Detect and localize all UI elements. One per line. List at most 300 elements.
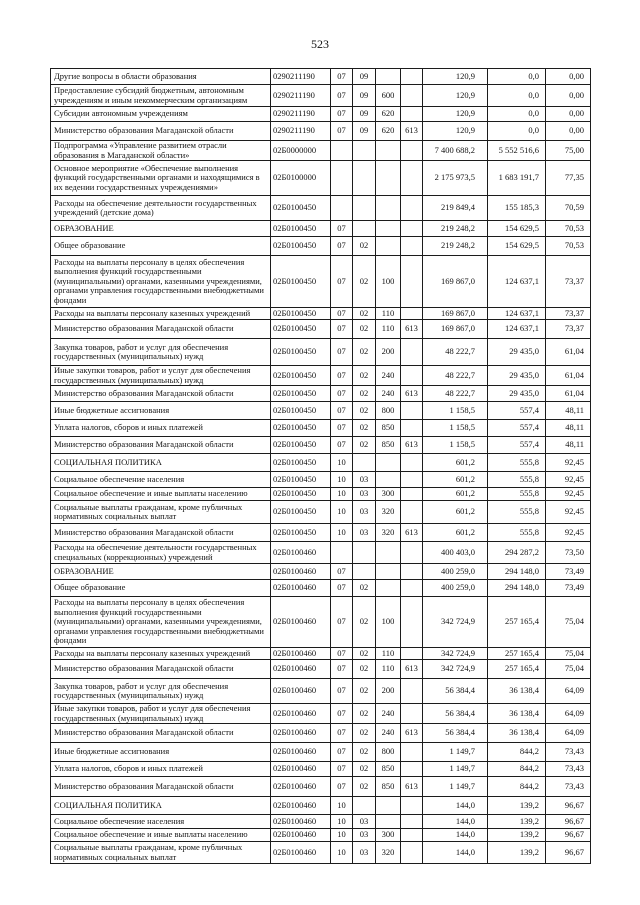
cell-subsection: 02 [353,386,376,402]
cell-name: СОЦИАЛЬНАЯ ПОЛИТИКА [51,454,271,472]
cell-name: Закупка товаров, работ и услуг для обеспечения государственных (муниципальных) нужд [51,679,271,704]
cell-subsection: 02 [353,704,376,724]
cell-expense-type [376,815,401,829]
cell-expense-type: 200 [376,339,401,366]
cell-executed: 124 637,1 [488,308,546,320]
table-row [51,107,591,122]
cell-section: 10 [331,524,353,542]
cell-section: 07 [331,762,353,777]
cell-subsection: 03 [353,488,376,501]
cell-department [401,501,423,524]
cell-expense-type: 300 [376,488,401,501]
cell-section: 07 [331,85,353,107]
cell-code: 02Б0100450 [271,472,331,488]
cell-code: 02Б0100450 [271,402,331,420]
cell-expense-type [376,69,401,85]
cell-code: 02Б0100450 [271,320,331,339]
table-row [51,829,591,842]
cell-code: 02Б0000000 [271,141,331,161]
cell-code: 02Б0100460 [271,815,331,829]
cell-plan: 7 400 688,2 [423,141,488,161]
table-row [51,648,591,660]
table-row [51,743,591,762]
cell-executed: 555,8 [488,524,546,542]
cell-plan: 144,0 [423,842,488,864]
table-row [51,797,591,815]
cell-percent: 75,04 [546,597,591,648]
cell-name: Социальное обеспечение населения [51,472,271,488]
cell-expense-type: 800 [376,402,401,420]
cell-department [401,829,423,842]
cell-code: 02Б0100460 [271,580,331,597]
cell-executed: 294 148,0 [488,564,546,580]
cell-name: Другие вопросы в области образования [51,69,271,85]
cell-department: 613 [401,524,423,542]
cell-plan: 601,2 [423,524,488,542]
cell-section: 07 [331,580,353,597]
cell-percent: 0,00 [546,69,591,85]
cell-department [401,704,423,724]
cell-code: 02Б0100460 [271,762,331,777]
cell-percent: 0,00 [546,85,591,107]
table-row [51,777,591,797]
cell-executed: 139,2 [488,842,546,864]
cell-expense-type: 800 [376,743,401,762]
cell-subsection: 02 [353,724,376,743]
cell-expense-type: 850 [376,777,401,797]
cell-expense-type [376,797,401,815]
cell-executed: 155 185,3 [488,196,546,221]
cell-name: Социальное обеспечение населения [51,815,271,829]
table-row [51,69,591,85]
cell-plan: 1 158,5 [423,420,488,437]
cell-department [401,402,423,420]
cell-executed: 557,4 [488,437,546,454]
cell-percent: 96,67 [546,797,591,815]
page-number: 523 [311,37,329,51]
cell-expense-type [376,141,401,161]
cell-section: 10 [331,454,353,472]
cell-plan: 2 175 973,5 [423,161,488,196]
cell-expense-type [376,196,401,221]
cell-department [401,815,423,829]
cell-subsection [353,141,376,161]
cell-percent: 73,49 [546,580,591,597]
cell-percent: 73,43 [546,777,591,797]
cell-executed: 557,4 [488,420,546,437]
table-row [51,842,591,864]
cell-expense-type: 240 [376,704,401,724]
cell-plan: 219 849,4 [423,196,488,221]
cell-expense-type: 200 [376,679,401,704]
cell-subsection: 03 [353,524,376,542]
cell-code: 02Б0100450 [271,366,331,386]
cell-plan: 120,9 [423,85,488,107]
cell-department [401,196,423,221]
cell-department: 613 [401,660,423,679]
cell-expense-type [376,454,401,472]
table-row [51,679,591,704]
cell-subsection [353,542,376,564]
cell-name: Министерство образования Магаданской области [51,524,271,542]
cell-name: Закупка товаров, работ и услуг для обеспечения государственных (муниципальных) нужд [51,339,271,366]
cell-plan: 169 867,0 [423,308,488,320]
table-row [51,454,591,472]
cell-plan: 48 222,7 [423,339,488,366]
cell-name: Уплата налогов, сборов и иных платежей [51,420,271,437]
cell-expense-type [376,580,401,597]
table-row [51,122,591,141]
cell-plan: 601,2 [423,454,488,472]
cell-executed: 555,8 [488,454,546,472]
cell-percent: 61,04 [546,386,591,402]
cell-department: 613 [401,386,423,402]
cell-section: 07 [331,107,353,122]
table-row [51,488,591,501]
cell-executed: 124 637,1 [488,320,546,339]
cell-section: 07 [331,122,353,141]
table-row [51,237,591,256]
cell-percent: 73,50 [546,542,591,564]
cell-percent: 48,11 [546,420,591,437]
cell-expense-type: 110 [376,648,401,660]
cell-section: 07 [331,69,353,85]
cell-percent: 0,00 [546,107,591,122]
cell-department [401,366,423,386]
cell-executed: 139,2 [488,815,546,829]
cell-section: 07 [331,237,353,256]
table-row [51,161,591,196]
cell-percent: 92,45 [546,454,591,472]
cell-plan: 1 149,7 [423,762,488,777]
cell-executed: 36 138,4 [488,679,546,704]
table-row [51,580,591,597]
table-row [51,196,591,221]
cell-department [401,69,423,85]
cell-plan: 601,2 [423,488,488,501]
table-row [51,308,591,320]
cell-department [401,488,423,501]
cell-name: Предоставление субсидий бюджетным, автономным учреждениям и иным некоммерческим организациям [51,85,271,107]
cell-plan: 1 158,5 [423,437,488,454]
cell-subsection: 03 [353,472,376,488]
cell-name: Иные бюджетные ассигнования [51,402,271,420]
cell-section: 07 [331,724,353,743]
cell-executed: 555,8 [488,488,546,501]
cell-name: Социальные выплаты гражданам, кроме публичных нормативных социальных выплат [51,842,271,864]
cell-percent: 64,09 [546,704,591,724]
cell-section: 07 [331,339,353,366]
cell-section: 07 [331,660,353,679]
cell-section: 07 [331,564,353,580]
cell-subsection: 02 [353,402,376,420]
cell-name: Расходы на обеспечение деятельности государственных учреждений (детские дома) [51,196,271,221]
table-row [51,472,591,488]
cell-department [401,597,423,648]
cell-expense-type [376,237,401,256]
cell-executed: 844,2 [488,777,546,797]
cell-department [401,221,423,237]
cell-percent: 0,00 [546,122,591,141]
table-row [51,724,591,743]
cell-percent: 75,04 [546,648,591,660]
table-row [51,320,591,339]
cell-subsection: 02 [353,660,376,679]
cell-expense-type: 620 [376,107,401,122]
cell-subsection [353,454,376,472]
cell-department [401,762,423,777]
cell-code: 0290211190 [271,107,331,122]
cell-percent: 64,09 [546,679,591,704]
cell-code: 02Б0100460 [271,842,331,864]
cell-percent: 73,43 [546,762,591,777]
cell-code: 02Б0100450 [271,221,331,237]
cell-name: Основное мероприятие «Обеспечение выполнения функций государственными органами и находящимися в их ведении государственных учреждениями» [51,161,271,196]
cell-percent: 73,49 [546,564,591,580]
cell-percent: 70,53 [546,237,591,256]
cell-section: 07 [331,386,353,402]
table-row [51,704,591,724]
cell-plan: 48 222,7 [423,386,488,402]
table-row [51,85,591,107]
cell-section: 10 [331,488,353,501]
table-body [51,69,591,864]
cell-executed: 154 629,5 [488,237,546,256]
cell-plan: 400 403,0 [423,542,488,564]
cell-name: Иные закупки товаров, работ и услуг для обеспечения государственных (муниципальных) нужд [51,366,271,386]
cell-expense-type: 110 [376,308,401,320]
cell-plan: 56 384,4 [423,704,488,724]
cell-department [401,580,423,597]
cell-plan: 219 248,2 [423,221,488,237]
cell-plan: 56 384,4 [423,724,488,743]
cell-code: 02Б0100460 [271,542,331,564]
cell-percent: 61,04 [546,339,591,366]
cell-code: 02Б0100460 [271,679,331,704]
cell-department [401,85,423,107]
cell-subsection: 03 [353,501,376,524]
table-row [51,660,591,679]
cell-expense-type: 850 [376,420,401,437]
cell-section: 10 [331,797,353,815]
cell-section: 07 [331,420,353,437]
cell-subsection: 02 [353,580,376,597]
table-row [51,141,591,161]
cell-code: 02Б0100460 [271,797,331,815]
table-row [51,366,591,386]
cell-department [401,472,423,488]
cell-expense-type: 110 [376,320,401,339]
cell-expense-type [376,564,401,580]
cell-name: Министерство образования Магаданской области [51,122,271,141]
cell-department: 613 [401,777,423,797]
cell-executed: 557,4 [488,402,546,420]
cell-percent: 96,67 [546,829,591,842]
cell-name: Подпрограмма «Управление развитием отрасли образования в Магаданской области» [51,141,271,161]
cell-percent: 96,67 [546,842,591,864]
budget-table [50,68,591,864]
cell-executed: 294 287,2 [488,542,546,564]
cell-section: 10 [331,829,353,842]
cell-plan: 48 222,7 [423,366,488,386]
cell-department: 613 [401,122,423,141]
cell-plan: 342 724,9 [423,597,488,648]
cell-code: 02Б0100450 [271,488,331,501]
cell-name: Социальное обеспечение и иные выплаты населению [51,488,271,501]
cell-section: 07 [331,437,353,454]
cell-section: 07 [331,256,353,308]
cell-plan: 400 259,0 [423,564,488,580]
cell-code: 02Б0100460 [271,704,331,724]
cell-name: Расходы на выплаты персоналу казенных учреждений [51,648,271,660]
cell-expense-type: 850 [376,437,401,454]
cell-code: 0290211190 [271,85,331,107]
cell-code: 02Б0100450 [271,524,331,542]
cell-expense-type: 850 [376,762,401,777]
cell-code: 0290211190 [271,122,331,141]
cell-name: Расходы на выплаты персоналу казенных учреждений [51,308,271,320]
cell-name: Общее образование [51,237,271,256]
cell-subsection [353,161,376,196]
cell-department: 613 [401,724,423,743]
cell-executed: 0,0 [488,85,546,107]
cell-code: 02Б0100460 [271,660,331,679]
cell-subsection: 03 [353,829,376,842]
cell-department [401,339,423,366]
cell-percent: 92,45 [546,501,591,524]
cell-section [331,542,353,564]
cell-executed: 36 138,4 [488,704,546,724]
cell-percent: 61,04 [546,366,591,386]
cell-code: 02Б0100450 [271,339,331,366]
cell-expense-type: 240 [376,724,401,743]
cell-executed: 257 165,4 [488,648,546,660]
cell-plan: 144,0 [423,797,488,815]
cell-subsection [353,797,376,815]
table-row [51,564,591,580]
cell-section: 07 [331,320,353,339]
cell-plan: 120,9 [423,69,488,85]
cell-name: Министерство образования Магаданской области [51,777,271,797]
cell-percent: 70,53 [546,221,591,237]
cell-executed: 124 637,1 [488,256,546,308]
cell-plan: 1 149,7 [423,743,488,762]
cell-plan: 342 724,9 [423,660,488,679]
cell-section: 07 [331,679,353,704]
cell-code: 02Б0100450 [271,437,331,454]
cell-code: 02Б0100450 [271,454,331,472]
cell-executed: 29 435,0 [488,366,546,386]
cell-subsection: 02 [353,420,376,437]
cell-percent: 73,37 [546,308,591,320]
cell-code: 02Б0100000 [271,161,331,196]
cell-code: 02Б0100460 [271,777,331,797]
cell-executed: 139,2 [488,829,546,842]
cell-executed: 154 629,5 [488,221,546,237]
cell-name: ОБРАЗОВАНИЕ [51,564,271,580]
cell-percent: 73,37 [546,256,591,308]
cell-expense-type [376,472,401,488]
cell-expense-type: 240 [376,366,401,386]
cell-department [401,256,423,308]
cell-executed: 29 435,0 [488,386,546,402]
cell-plan: 219 248,2 [423,237,488,256]
cell-subsection: 09 [353,69,376,85]
cell-name: Министерство образования Магаданской области [51,320,271,339]
cell-section: 07 [331,777,353,797]
cell-code: 02Б0100450 [271,420,331,437]
cell-section [331,161,353,196]
cell-name: Уплата налогов, сборов и иных платежей [51,762,271,777]
cell-code: 02Б0100460 [271,743,331,762]
cell-subsection [353,196,376,221]
cell-plan: 120,9 [423,107,488,122]
cell-subsection: 02 [353,339,376,366]
cell-percent: 92,45 [546,472,591,488]
cell-plan: 601,2 [423,472,488,488]
cell-subsection: 02 [353,648,376,660]
cell-subsection: 02 [353,256,376,308]
cell-executed: 0,0 [488,107,546,122]
table-row [51,597,591,648]
cell-department [401,842,423,864]
cell-section [331,141,353,161]
cell-expense-type: 320 [376,842,401,864]
cell-plan: 169 867,0 [423,320,488,339]
cell-name: СОЦИАЛЬНАЯ ПОЛИТИКА [51,797,271,815]
cell-executed: 257 165,4 [488,597,546,648]
cell-executed: 294 148,0 [488,580,546,597]
cell-code: 0290211190 [271,69,331,85]
cell-executed: 29 435,0 [488,339,546,366]
cell-expense-type: 600 [376,85,401,107]
cell-department [401,564,423,580]
cell-subsection: 09 [353,85,376,107]
cell-executed: 5 552 516,6 [488,141,546,161]
cell-executed: 0,0 [488,69,546,85]
cell-subsection [353,221,376,237]
cell-percent: 73,37 [546,320,591,339]
cell-subsection: 02 [353,597,376,648]
cell-section: 10 [331,842,353,864]
cell-department [401,679,423,704]
cell-executed: 844,2 [488,743,546,762]
cell-name: Расходы на выплаты персоналу в целях обеспечения выполнения функций государственными (муниципальными) органами, казенными учреждениями, органами управления государственными внебюджетными фондами [51,256,271,308]
cell-section: 07 [331,308,353,320]
cell-section: 10 [331,815,353,829]
cell-subsection: 02 [353,308,376,320]
cell-expense-type: 320 [376,501,401,524]
cell-department [401,161,423,196]
table-row [51,420,591,437]
cell-section: 10 [331,472,353,488]
cell-plan: 144,0 [423,815,488,829]
cell-percent: 64,09 [546,724,591,743]
cell-plan: 144,0 [423,829,488,842]
cell-section: 07 [331,402,353,420]
cell-name: ОБРАЗОВАНИЕ [51,221,271,237]
cell-section: 07 [331,597,353,648]
table-row [51,256,591,308]
table-row [51,386,591,402]
cell-name: Социальное обеспечение и иные выплаты населению [51,829,271,842]
cell-percent: 96,67 [546,815,591,829]
cell-percent: 75,00 [546,141,591,161]
cell-code: 02Б0100450 [271,196,331,221]
cell-plan: 400 259,0 [423,580,488,597]
cell-code: 02Б0100450 [271,386,331,402]
cell-executed: 555,8 [488,501,546,524]
